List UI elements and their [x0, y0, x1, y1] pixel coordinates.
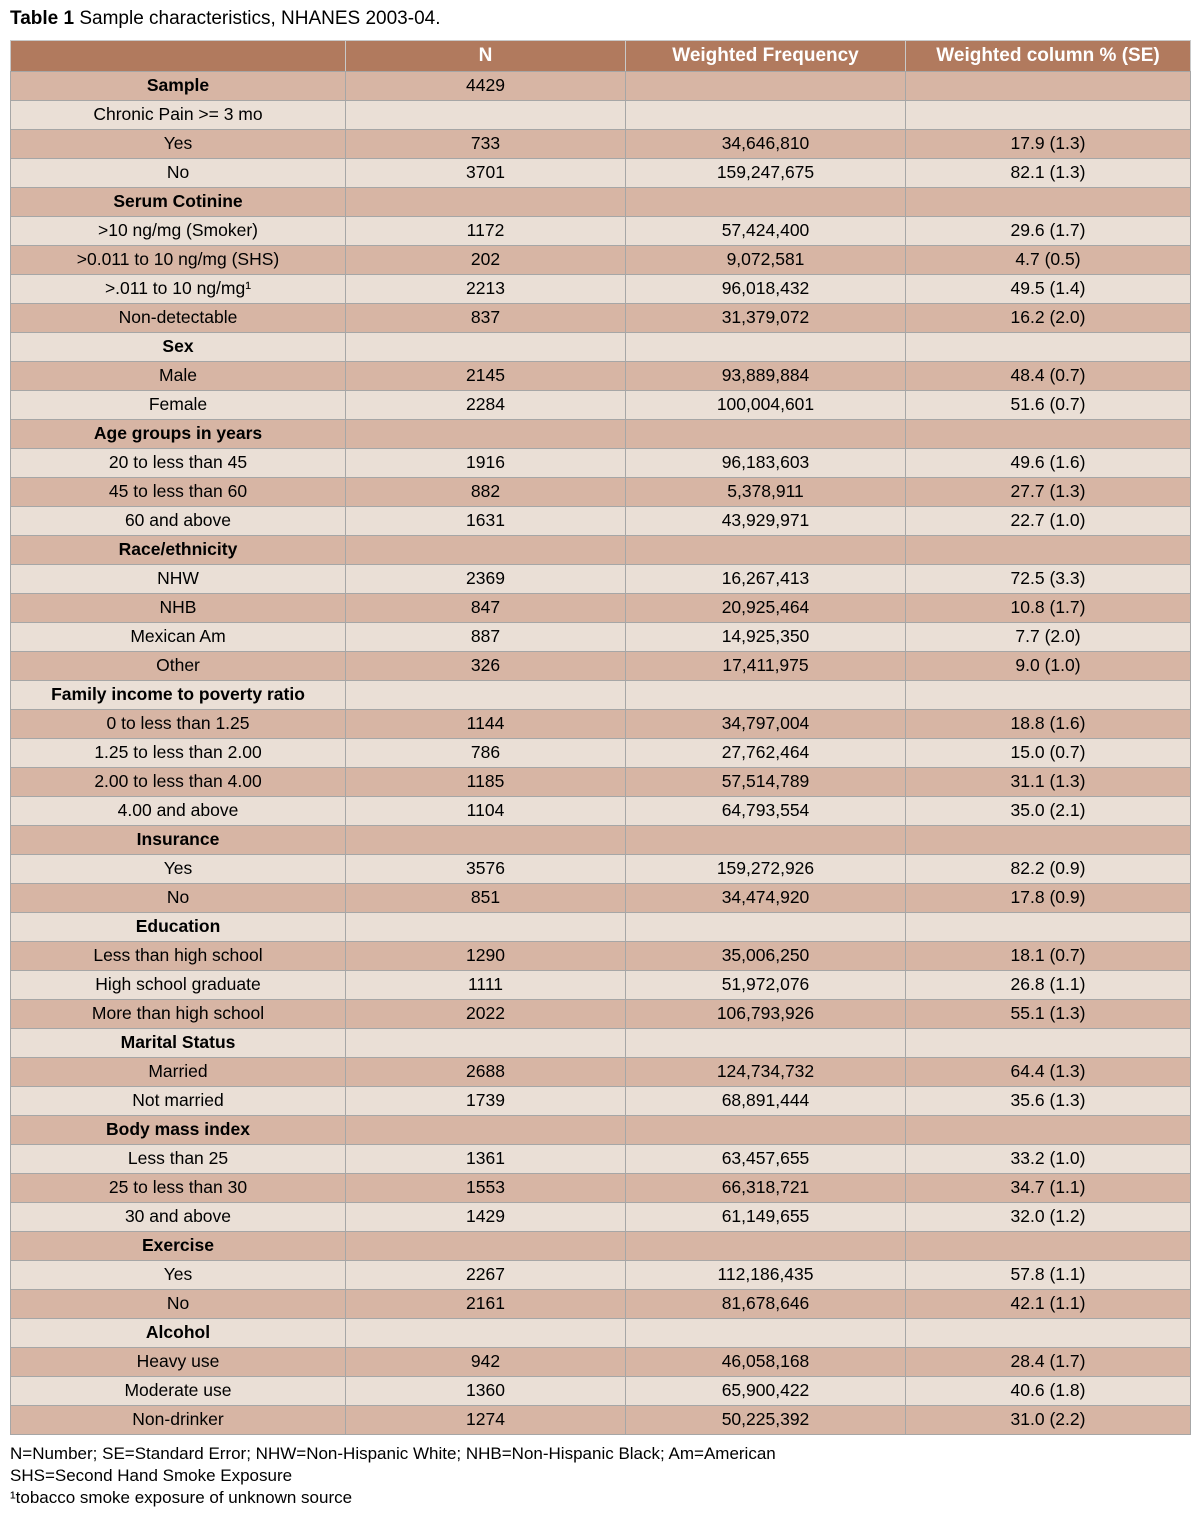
table-row	[11, 1289, 1191, 1318]
cell-wf	[626, 1231, 906, 1260]
row-label: Male	[11, 361, 346, 390]
cell-wf	[626, 187, 906, 216]
cell-pct: 82.2 (0.9)	[906, 854, 1191, 883]
row-label: Body mass index	[11, 1115, 346, 1144]
cell-n: 1144	[346, 709, 626, 738]
cell-wf: 68,891,444	[626, 1086, 906, 1115]
table-row	[11, 912, 1191, 941]
cell-n: 4429	[346, 71, 626, 100]
cell-n	[346, 1028, 626, 1057]
cell-wf	[626, 1115, 906, 1144]
cell-wf: 96,018,432	[626, 274, 906, 303]
cell-wf: 124,734,732	[626, 1057, 906, 1086]
row-label: Chronic Pain >= 3 mo	[11, 100, 346, 129]
cell-n: 1172	[346, 216, 626, 245]
cell-wf	[626, 535, 906, 564]
cell-pct: 15.0 (0.7)	[906, 738, 1191, 767]
cell-wf: 9,072,581	[626, 245, 906, 274]
table-row	[11, 1231, 1191, 1260]
row-label: Yes	[11, 1260, 346, 1289]
table-row	[11, 970, 1191, 999]
table-row	[11, 506, 1191, 535]
cell-n: 1111	[346, 970, 626, 999]
table-title-prefix: Table 1	[10, 8, 75, 29]
row-label: Non-drinker	[11, 1405, 346, 1434]
cell-n	[346, 825, 626, 854]
cell-n: 1274	[346, 1405, 626, 1434]
cell-n: 3576	[346, 854, 626, 883]
cell-n: 1104	[346, 796, 626, 825]
table-row	[11, 564, 1191, 593]
table-row	[11, 477, 1191, 506]
table-row	[11, 1086, 1191, 1115]
cell-pct: 18.8 (1.6)	[906, 709, 1191, 738]
table-row	[11, 593, 1191, 622]
table-row	[11, 187, 1191, 216]
cell-pct: 40.6 (1.8)	[906, 1376, 1191, 1405]
cell-n: 3701	[346, 158, 626, 187]
cell-n: 2022	[346, 999, 626, 1028]
cell-pct	[906, 100, 1191, 129]
cell-n: 1290	[346, 941, 626, 970]
cell-n: 1185	[346, 767, 626, 796]
table-row	[11, 883, 1191, 912]
table-row	[11, 1347, 1191, 1376]
cell-n	[346, 912, 626, 941]
cell-pct	[906, 912, 1191, 941]
table-row	[11, 245, 1191, 274]
cell-wf: 57,514,789	[626, 767, 906, 796]
cell-n	[346, 1115, 626, 1144]
cell-pct: 29.6 (1.7)	[906, 216, 1191, 245]
cell-pct: 10.8 (1.7)	[906, 593, 1191, 622]
cell-n: 1553	[346, 1173, 626, 1202]
cell-pct: 32.0 (1.2)	[906, 1202, 1191, 1231]
table-row	[11, 680, 1191, 709]
row-label: Moderate use	[11, 1376, 346, 1405]
cell-n: 887	[346, 622, 626, 651]
cell-wf	[626, 1318, 906, 1347]
table-row	[11, 1057, 1191, 1086]
cell-wf: 93,889,884	[626, 361, 906, 390]
row-label: Female	[11, 390, 346, 419]
cell-n: 847	[346, 593, 626, 622]
sample-characteristics-table	[10, 40, 1191, 1435]
cell-n	[346, 535, 626, 564]
cell-n: 2267	[346, 1260, 626, 1289]
cell-wf: 35,006,250	[626, 941, 906, 970]
cell-pct: 34.7 (1.1)	[906, 1173, 1191, 1202]
cell-pct: 49.5 (1.4)	[906, 274, 1191, 303]
table-row	[11, 1260, 1191, 1289]
table-row	[11, 158, 1191, 187]
cell-wf: 63,457,655	[626, 1144, 906, 1173]
row-label: Age groups in years	[11, 419, 346, 448]
cell-wf	[626, 825, 906, 854]
cell-pct: 17.8 (0.9)	[906, 883, 1191, 912]
row-label: 20 to less than 45	[11, 448, 346, 477]
table-row	[11, 738, 1191, 767]
row-label: 1.25 to less than 2.00	[11, 738, 346, 767]
cell-pct: 18.1 (0.7)	[906, 941, 1191, 970]
cell-wf: 20,925,464	[626, 593, 906, 622]
cell-wf: 17,411,975	[626, 651, 906, 680]
row-label: Sample	[11, 71, 346, 100]
cell-wf	[626, 71, 906, 100]
row-label: No	[11, 158, 346, 187]
row-label: Not married	[11, 1086, 346, 1115]
cell-wf: 159,272,926	[626, 854, 906, 883]
cell-pct	[906, 332, 1191, 361]
table-header	[11, 40, 1191, 71]
cell-pct: 4.7 (0.5)	[906, 245, 1191, 274]
cell-n: 2688	[346, 1057, 626, 1086]
cell-wf	[626, 912, 906, 941]
table-title	[10, 8, 1190, 31]
header-cell-weighted-column-pct: Weighted column % (SE)	[906, 40, 1191, 71]
table-row	[11, 825, 1191, 854]
row-label: Insurance	[11, 825, 346, 854]
table-row	[11, 767, 1191, 796]
row-label: Mexican Am	[11, 622, 346, 651]
row-label: 4.00 and above	[11, 796, 346, 825]
cell-wf: 51,972,076	[626, 970, 906, 999]
table-row	[11, 535, 1191, 564]
cell-wf	[626, 680, 906, 709]
cell-pct: 31.1 (1.3)	[906, 767, 1191, 796]
cell-wf: 43,929,971	[626, 506, 906, 535]
row-label: Family income to poverty ratio	[11, 680, 346, 709]
table-row	[11, 1173, 1191, 1202]
cell-wf: 34,646,810	[626, 129, 906, 158]
cell-n: 2213	[346, 274, 626, 303]
table-row	[11, 448, 1191, 477]
cell-n	[346, 100, 626, 129]
cell-pct	[906, 1028, 1191, 1057]
cell-n	[346, 1318, 626, 1347]
cell-wf: 112,186,435	[626, 1260, 906, 1289]
row-label: Yes	[11, 129, 346, 158]
cell-n: 942	[346, 1347, 626, 1376]
footnotes	[10, 1443, 1190, 1509]
row-label: Heavy use	[11, 1347, 346, 1376]
cell-n: 2161	[346, 1289, 626, 1318]
table-title-text: Sample characteristics, NHANES 2003-04.	[74, 8, 441, 29]
cell-wf: 64,793,554	[626, 796, 906, 825]
cell-n: 326	[346, 651, 626, 680]
cell-pct: 64.4 (1.3)	[906, 1057, 1191, 1086]
cell-n: 733	[346, 129, 626, 158]
row-label: Less than high school	[11, 941, 346, 970]
cell-pct: 9.0 (1.0)	[906, 651, 1191, 680]
row-label: >10 ng/mg (Smoker)	[11, 216, 346, 245]
row-label: Other	[11, 651, 346, 680]
cell-pct: 17.9 (1.3)	[906, 129, 1191, 158]
cell-pct: 35.6 (1.3)	[906, 1086, 1191, 1115]
footnote-shs: SHS=Second Hand Smoke Exposure	[10, 1465, 293, 1485]
row-label: 25 to less than 30	[11, 1173, 346, 1202]
table-row	[11, 1115, 1191, 1144]
cell-wf: 14,925,350	[626, 622, 906, 651]
cell-n	[346, 332, 626, 361]
header-cell-label	[11, 40, 346, 71]
cell-pct	[906, 1231, 1191, 1260]
cell-wf: 46,058,168	[626, 1347, 906, 1376]
row-label: Education	[11, 912, 346, 941]
cell-pct: 31.0 (2.2)	[906, 1405, 1191, 1434]
row-label: 0 to less than 1.25	[11, 709, 346, 738]
row-label: No	[11, 1289, 346, 1318]
cell-wf	[626, 100, 906, 129]
cell-pct: 28.4 (1.7)	[906, 1347, 1191, 1376]
row-label: NHW	[11, 564, 346, 593]
table-row	[11, 332, 1191, 361]
cell-wf: 65,900,422	[626, 1376, 906, 1405]
footnote-abbreviations: N=Number; SE=Standard Error; NHW=Non-Hispanic White; NHB=Non-Hispanic Black; Am=American	[10, 1443, 776, 1463]
header-row	[11, 40, 1191, 71]
row-label: Non-detectable	[11, 303, 346, 332]
cell-pct: 82.1 (1.3)	[906, 158, 1191, 187]
row-label: Serum Cotinine	[11, 187, 346, 216]
cell-n: 837	[346, 303, 626, 332]
cell-wf: 61,149,655	[626, 1202, 906, 1231]
cell-wf: 96,183,603	[626, 448, 906, 477]
cell-n: 1631	[346, 506, 626, 535]
row-label: 2.00 to less than 4.00	[11, 767, 346, 796]
cell-wf: 66,318,721	[626, 1173, 906, 1202]
cell-n: 1429	[346, 1202, 626, 1231]
row-label: Alcohol	[11, 1318, 346, 1347]
header-cell-weighted-frequency: Weighted Frequency	[626, 40, 906, 71]
cell-n	[346, 187, 626, 216]
cell-n: 1739	[346, 1086, 626, 1115]
row-label: 60 and above	[11, 506, 346, 535]
cell-pct	[906, 1318, 1191, 1347]
cell-wf: 5,378,911	[626, 477, 906, 506]
cell-wf: 34,474,920	[626, 883, 906, 912]
footnote-tobacco-source: ¹tobacco smoke exposure of unknown source	[10, 1487, 353, 1507]
cell-pct: 7.7 (2.0)	[906, 622, 1191, 651]
row-label: NHB	[11, 593, 346, 622]
row-label: Married	[11, 1057, 346, 1086]
cell-n: 1916	[346, 448, 626, 477]
cell-n: 786	[346, 738, 626, 767]
cell-n: 202	[346, 245, 626, 274]
cell-wf	[626, 419, 906, 448]
row-label: 45 to less than 60	[11, 477, 346, 506]
row-label: 30 and above	[11, 1202, 346, 1231]
cell-pct	[906, 71, 1191, 100]
table-row	[11, 274, 1191, 303]
cell-pct	[906, 187, 1191, 216]
row-label: Sex	[11, 332, 346, 361]
header-cell-n: N	[346, 40, 626, 71]
table-row	[11, 1202, 1191, 1231]
row-label: Marital Status	[11, 1028, 346, 1057]
cell-wf: 31,379,072	[626, 303, 906, 332]
cell-pct	[906, 1115, 1191, 1144]
cell-wf: 106,793,926	[626, 999, 906, 1028]
cell-n: 2284	[346, 390, 626, 419]
cell-pct: 48.4 (0.7)	[906, 361, 1191, 390]
cell-pct	[906, 535, 1191, 564]
cell-n: 2145	[346, 361, 626, 390]
cell-pct: 27.7 (1.3)	[906, 477, 1191, 506]
cell-pct: 57.8 (1.1)	[906, 1260, 1191, 1289]
cell-pct	[906, 825, 1191, 854]
table-row	[11, 71, 1191, 100]
cell-wf: 159,247,675	[626, 158, 906, 187]
table-row	[11, 1318, 1191, 1347]
cell-wf	[626, 1028, 906, 1057]
cell-n	[346, 680, 626, 709]
cell-pct: 49.6 (1.6)	[906, 448, 1191, 477]
cell-n: 2369	[346, 564, 626, 593]
table-row	[11, 622, 1191, 651]
table-row	[11, 854, 1191, 883]
table-row	[11, 709, 1191, 738]
row-label: High school graduate	[11, 970, 346, 999]
cell-pct: 35.0 (2.1)	[906, 796, 1191, 825]
row-label: Less than 25	[11, 1144, 346, 1173]
cell-n: 1361	[346, 1144, 626, 1173]
table-row	[11, 796, 1191, 825]
table-row	[11, 100, 1191, 129]
cell-pct: 22.7 (1.0)	[906, 506, 1191, 535]
cell-n	[346, 1231, 626, 1260]
row-label: Yes	[11, 854, 346, 883]
cell-pct: 51.6 (0.7)	[906, 390, 1191, 419]
cell-wf: 81,678,646	[626, 1289, 906, 1318]
table-row	[11, 941, 1191, 970]
table-row	[11, 303, 1191, 332]
row-label: No	[11, 883, 346, 912]
table-row	[11, 216, 1191, 245]
cell-pct	[906, 680, 1191, 709]
cell-n: 1360	[346, 1376, 626, 1405]
cell-wf	[626, 332, 906, 361]
table-row	[11, 1376, 1191, 1405]
cell-wf: 100,004,601	[626, 390, 906, 419]
row-label: Exercise	[11, 1231, 346, 1260]
row-label: More than high school	[11, 999, 346, 1028]
cell-wf: 34,797,004	[626, 709, 906, 738]
table-row	[11, 1144, 1191, 1173]
table-row	[11, 1028, 1191, 1057]
cell-pct: 16.2 (2.0)	[906, 303, 1191, 332]
cell-pct: 42.1 (1.1)	[906, 1289, 1191, 1318]
cell-n	[346, 419, 626, 448]
cell-wf: 57,424,400	[626, 216, 906, 245]
table-row	[11, 999, 1191, 1028]
cell-pct: 26.8 (1.1)	[906, 970, 1191, 999]
table-row	[11, 390, 1191, 419]
table-body	[11, 71, 1191, 1434]
cell-wf: 50,225,392	[626, 1405, 906, 1434]
cell-n: 882	[346, 477, 626, 506]
cell-pct	[906, 419, 1191, 448]
row-label: Race/ethnicity	[11, 535, 346, 564]
cell-wf: 27,762,464	[626, 738, 906, 767]
table-row	[11, 419, 1191, 448]
cell-n: 851	[346, 883, 626, 912]
cell-wf: 16,267,413	[626, 564, 906, 593]
row-label: >0.011 to 10 ng/mg (SHS)	[11, 245, 346, 274]
table-row	[11, 651, 1191, 680]
table-row	[11, 1405, 1191, 1434]
cell-pct: 72.5 (3.3)	[906, 564, 1191, 593]
row-label: >.011 to 10 ng/mg¹	[11, 274, 346, 303]
cell-pct: 33.2 (1.0)	[906, 1144, 1191, 1173]
table-row	[11, 129, 1191, 158]
cell-pct: 55.1 (1.3)	[906, 999, 1191, 1028]
table-row	[11, 361, 1191, 390]
